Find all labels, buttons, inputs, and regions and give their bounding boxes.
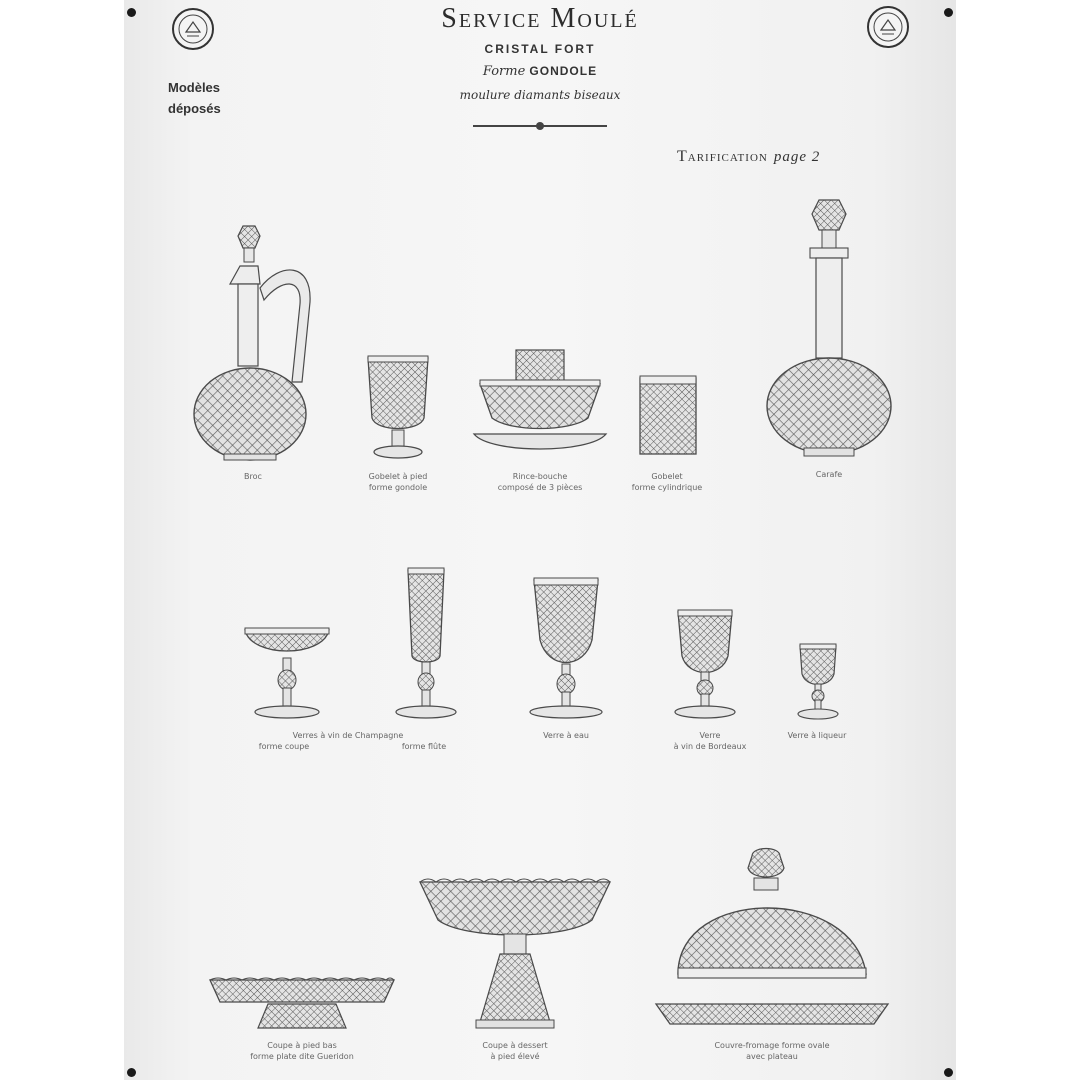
caption-forme-flute: forme flûte xyxy=(401,742,447,751)
page-subtitle: CRISTAL FORT xyxy=(484,42,596,56)
caption-gobelet-cylindrique: Gobelet forme cylindrique xyxy=(631,472,703,492)
coupe-dessert-illustration xyxy=(416,876,614,1032)
verre-bordeaux-illustration xyxy=(672,606,738,720)
caption-forme-coupe: forme coupe xyxy=(258,742,310,751)
models-line: Modèles xyxy=(168,80,221,95)
tarification-ref xyxy=(677,148,820,166)
caption-coupe-dessert: Coupe à dessert à pied élevé xyxy=(482,1041,548,1061)
caption-verre-liqueur: Verre à liqueur xyxy=(787,731,847,740)
forme-line xyxy=(0,64,1080,79)
couvre-fromage-illustration xyxy=(652,846,892,1032)
verre-a-eau-illustration xyxy=(526,574,606,720)
caption-verres-champagne: Verres à vin de Champagne xyxy=(292,731,404,740)
caption-gobelet-a-pied: Gobelet à pied forme gondole xyxy=(368,472,428,492)
coupe-pied-bas-illustration xyxy=(208,976,396,1032)
gobelet-cylindrique-illustration xyxy=(636,374,700,458)
gobelet-a-pied-illustration xyxy=(362,354,434,460)
caption-rince-bouche: Rince-bouche composé de 3 pièces xyxy=(497,472,583,492)
forme-label: Forme xyxy=(482,64,526,79)
forme-name: GONDOLE xyxy=(529,64,598,78)
binder-hole xyxy=(944,1068,953,1077)
tarification-page: page 2 xyxy=(773,149,821,165)
tarification-label: Tarification xyxy=(677,148,768,165)
caption-carafe: Carafe xyxy=(815,470,843,479)
caption-couvre-fromage: Couvre-fromage forme ovale avec plateau xyxy=(714,1041,830,1061)
models-line: déposés xyxy=(168,101,221,116)
carafe-illustration xyxy=(764,196,894,460)
binder-hole xyxy=(127,1068,136,1077)
caption-verre-bordeaux: Verre à vin de Bordeaux xyxy=(673,731,747,751)
broc-illustration xyxy=(188,222,318,464)
flute-illustration xyxy=(394,566,458,720)
divider-ornament xyxy=(536,122,544,130)
caption-coupe-pied-bas: Coupe à pied bas forme plate dite Gueridon xyxy=(250,1041,354,1061)
page-title: Service Moulé xyxy=(441,3,639,34)
coupe-champagne-illustration xyxy=(243,624,331,720)
verre-liqueur-illustration xyxy=(796,640,840,720)
moulure-line: moulure diamants biseaux xyxy=(459,88,621,102)
rince-bouche-illustration xyxy=(470,346,610,460)
models-note xyxy=(168,77,221,119)
caption-broc: Broc xyxy=(244,472,262,481)
caption-verre-a-eau: Verre à eau xyxy=(543,731,589,740)
